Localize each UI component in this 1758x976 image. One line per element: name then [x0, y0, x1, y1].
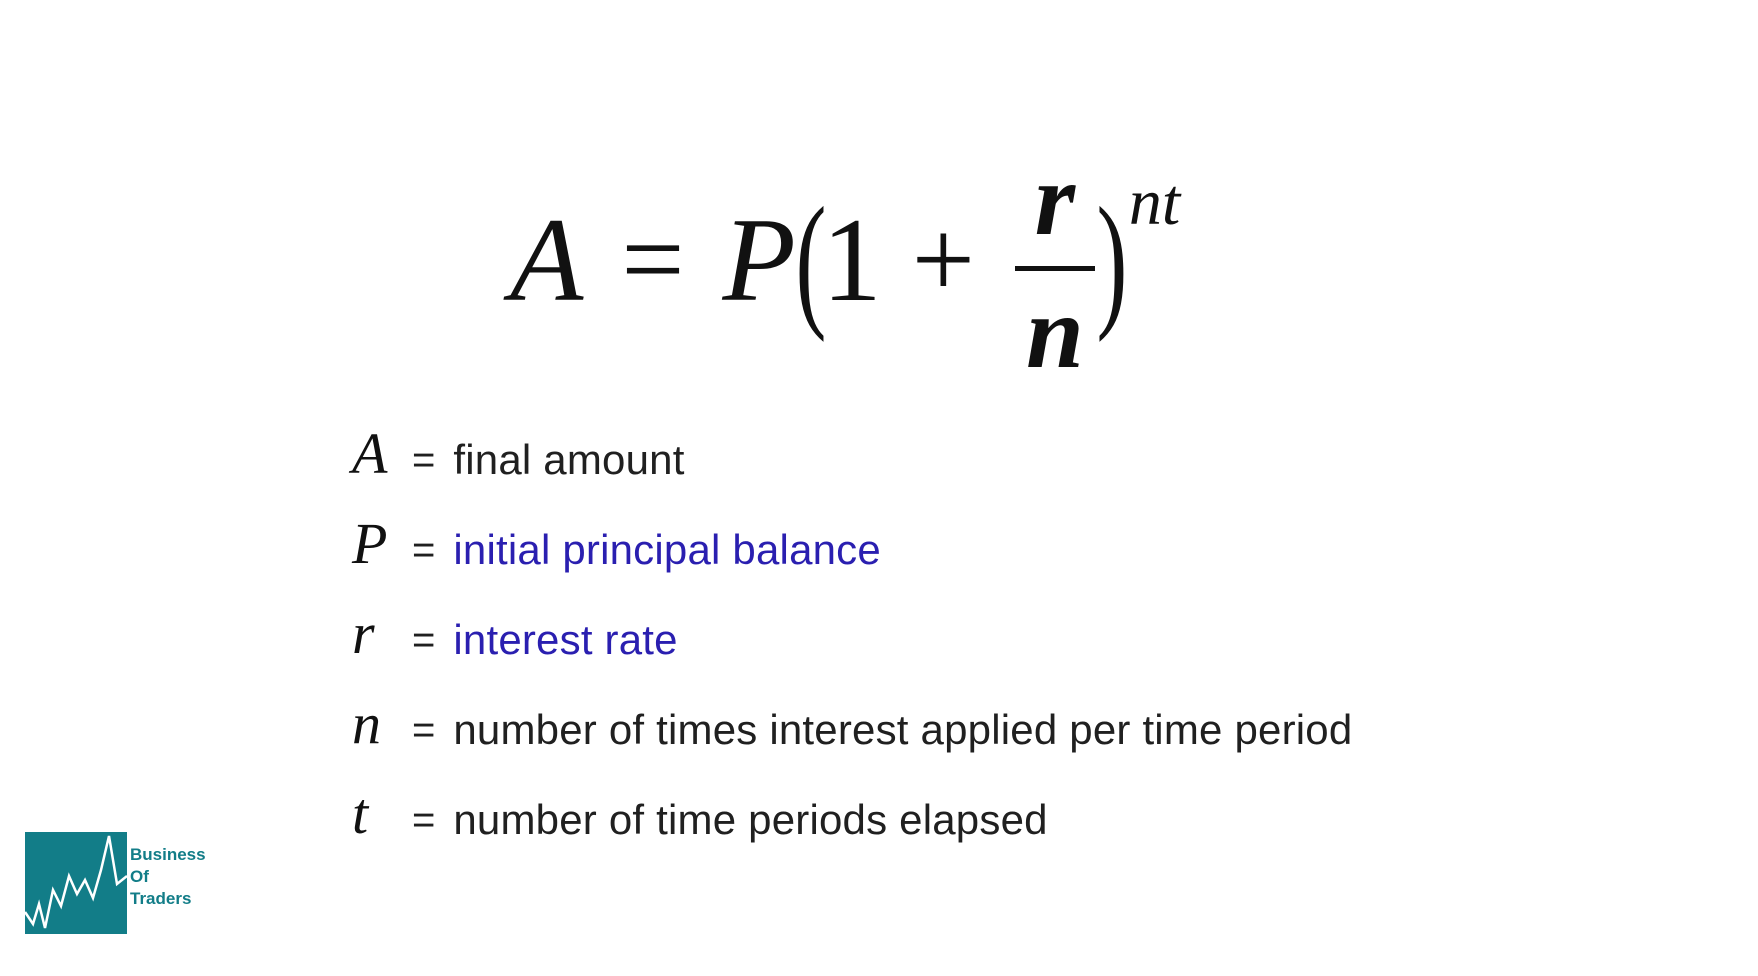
formula-final-amount-symbol: A	[510, 193, 584, 326]
definition-equals: =	[412, 437, 436, 482]
definition-equals: =	[412, 797, 436, 842]
definition-row-principal	[352, 505, 1352, 595]
definition-row-final-amount	[352, 415, 1352, 505]
definition-equals: =	[412, 617, 436, 662]
formula-one: 1	[821, 193, 882, 326]
logo-line-traders: Traders	[130, 889, 192, 908]
definition-text: number of times interest applied per time period	[453, 706, 1353, 753]
formula-fraction	[1015, 141, 1095, 390]
definition-text: number of time periods elapsed	[453, 796, 1048, 843]
definition-row-interest-rate	[352, 595, 1352, 685]
formula-principal-symbol: P	[722, 193, 796, 326]
definitions-list	[352, 415, 1352, 865]
logo-line-of: Of	[130, 867, 149, 886]
definition-symbol: t	[352, 781, 369, 846]
definition-symbol: P	[352, 511, 388, 576]
logo-wordmark	[130, 844, 206, 910]
fraction-bar	[1015, 266, 1095, 271]
definition-equals: =	[412, 707, 436, 752]
definition-equals: =	[412, 527, 436, 572]
definition-symbol: r	[352, 601, 375, 666]
principal-balance-link[interactable]: initial principal balance	[453, 526, 881, 573]
definition-row-time-periods	[352, 775, 1352, 865]
formula-exponent: nt	[1128, 166, 1181, 239]
interest-rate-link[interactable]: interest rate	[453, 616, 678, 663]
compound-interest-formula	[510, 141, 1181, 390]
formula-equals-sign: =	[621, 198, 685, 322]
definition-row-compounding-frequency	[352, 685, 1352, 775]
definition-symbol: A	[352, 421, 388, 486]
formula-open-paren: (	[795, 177, 827, 343]
fraction-denominator: n	[1026, 274, 1084, 390]
fraction-numerator: r	[1034, 141, 1076, 257]
formula-close-paren: )	[1096, 177, 1128, 343]
logo-line-business: Business	[130, 845, 206, 864]
formula-plus-sign: +	[911, 198, 975, 322]
definition-symbol: n	[352, 691, 381, 756]
definition-text: final amount	[453, 436, 685, 483]
chart-line-logo-icon	[25, 832, 127, 934]
business-of-traders-logo	[25, 832, 206, 934]
